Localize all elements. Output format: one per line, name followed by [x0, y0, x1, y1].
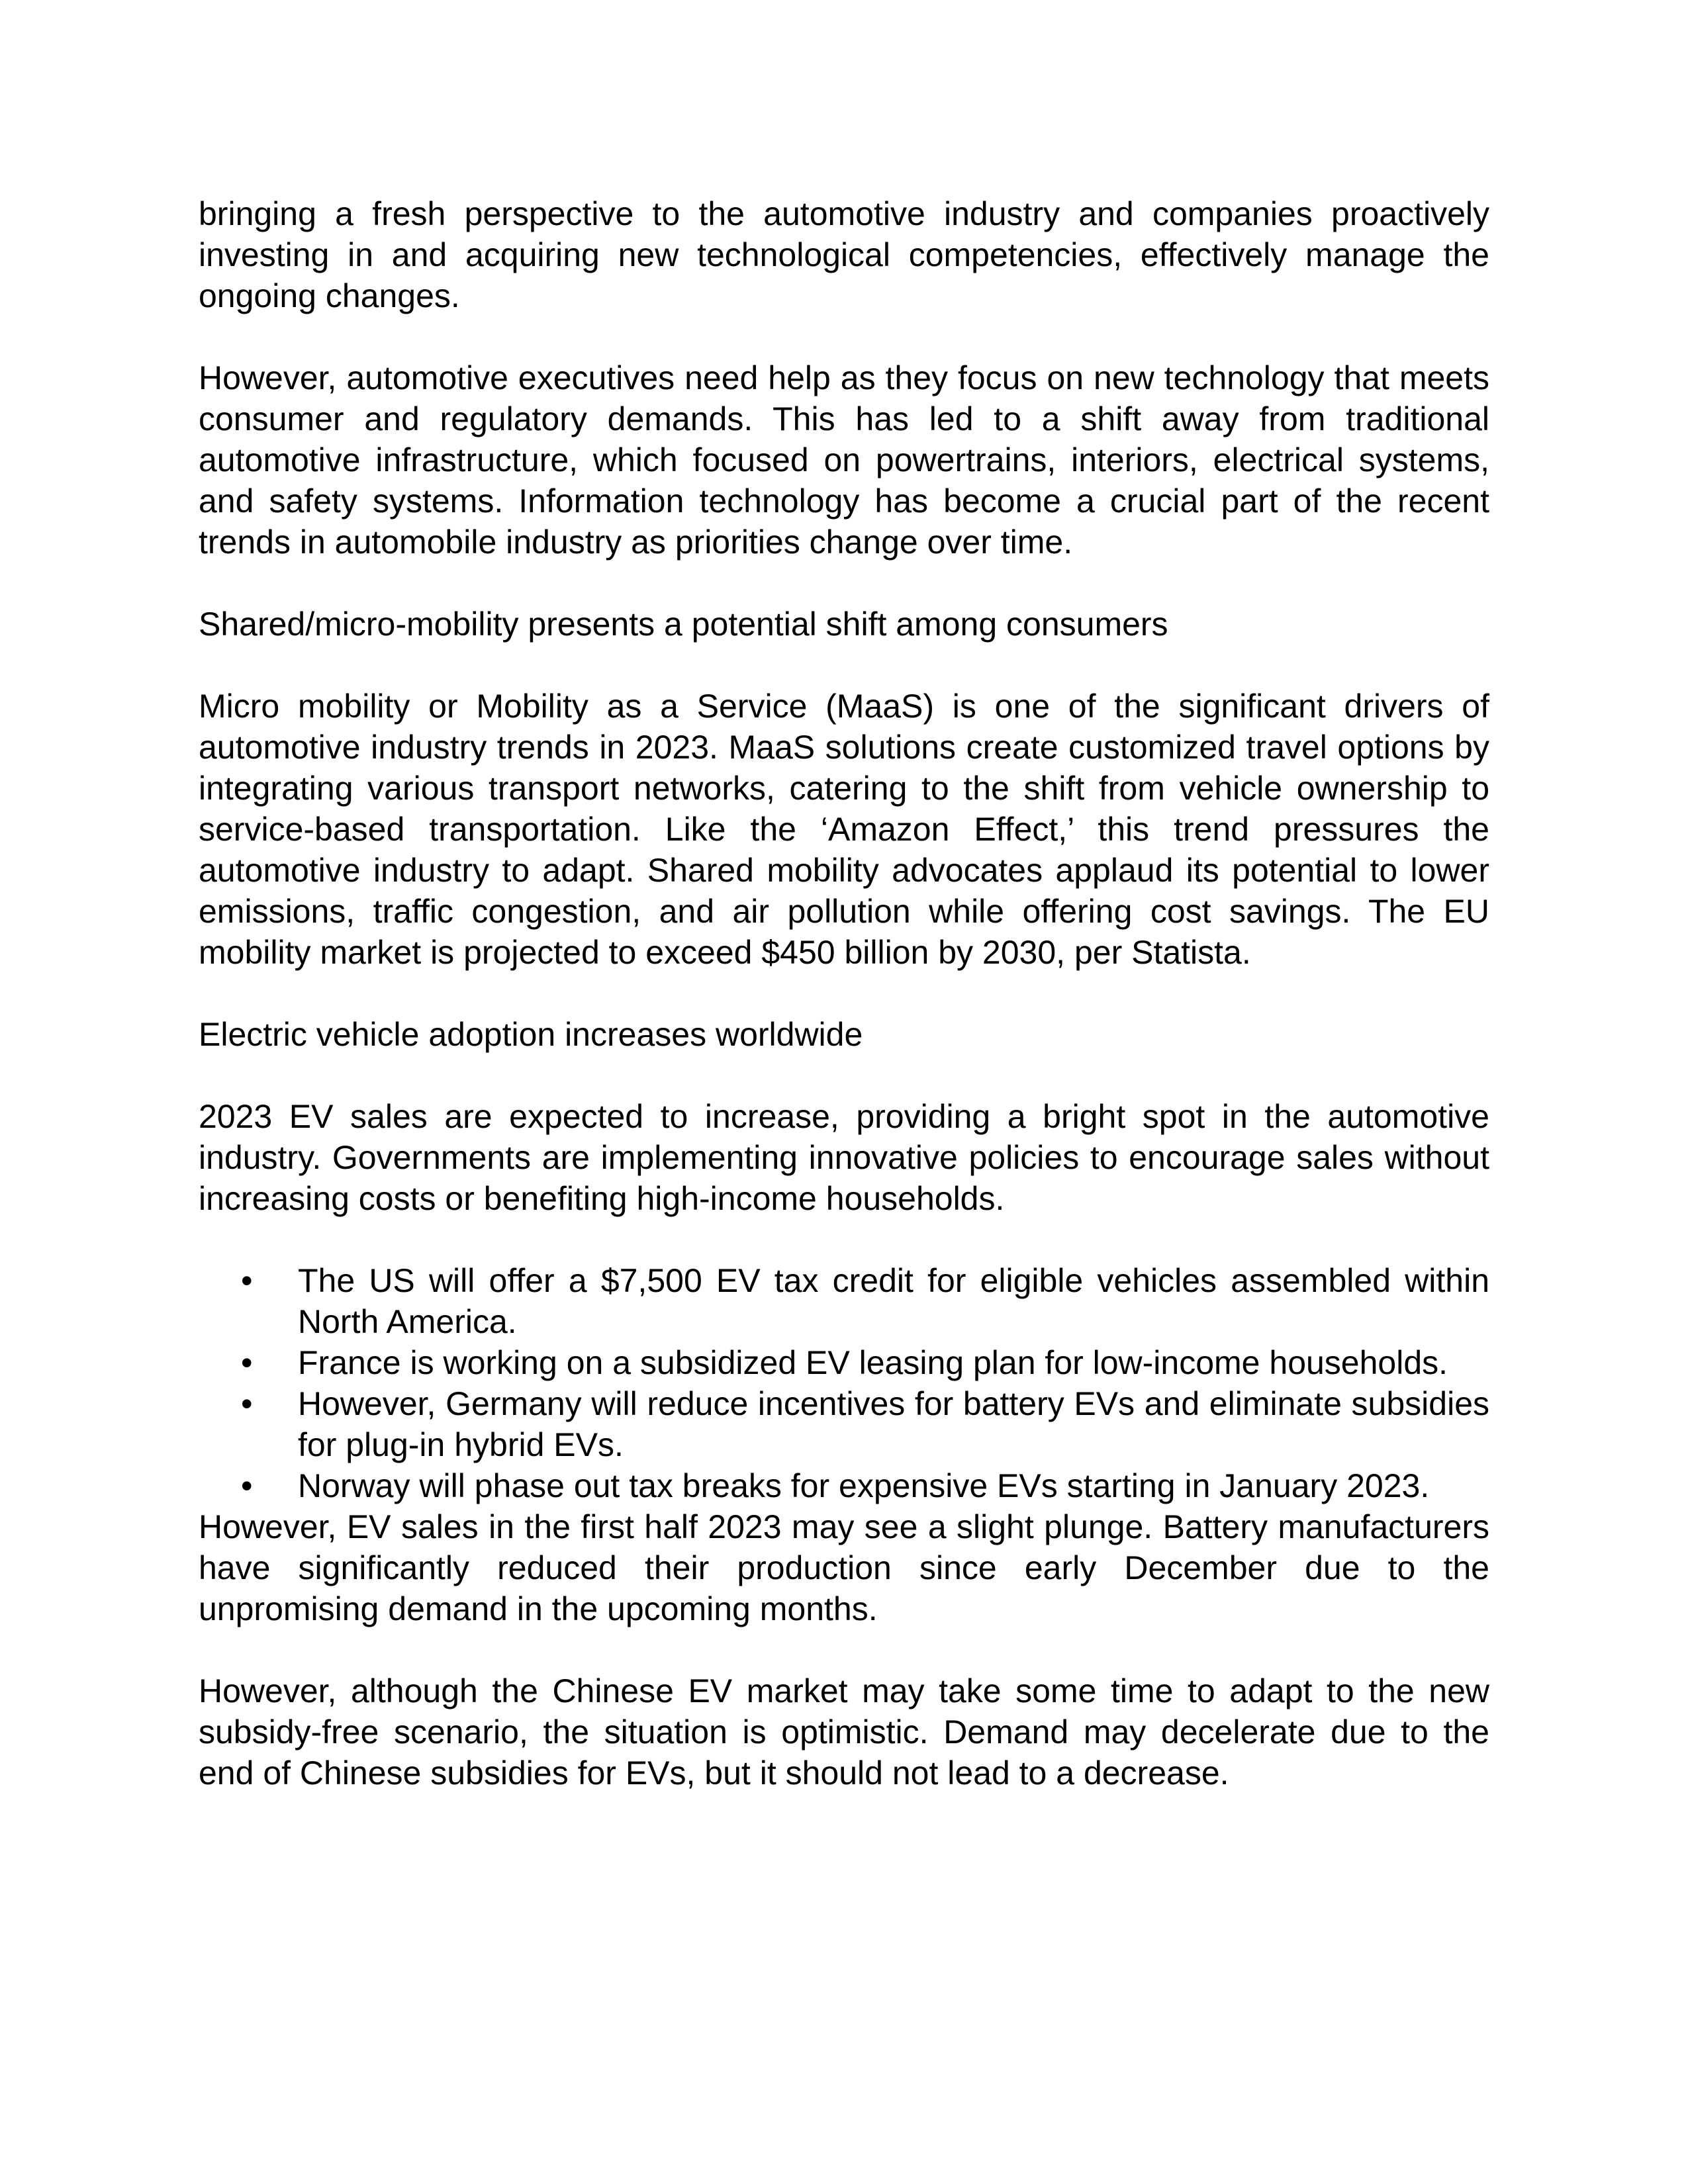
list-item-text: Norway will phase out tax breaks for expensive EVs starting in January 2023.	[298, 1467, 1430, 1504]
bullet-icon: •	[241, 1467, 253, 1504]
list-item-text: The US will offer a $7,500 EV tax credit for eligible vehicles assembled within North America.	[298, 1262, 1489, 1340]
paragraph-micro-mobility: Micro mobility or Mobility as a Service (MaaS) is one of the significant drivers of automotive industry trends in 2023. MaaS solutions create customized travel options by integrating various transport networks, catering to the shift from vehicle ownership to service-based transportation. Like the ‘Amazon Effect,’ this trend pressures the automotive industry to adapt. Shared mobility advocates applaud its potential to lower emissions, traffic congestion, and air pollution while offering cost savings. The EU mobility market is projected to exceed $450 billion by 2030, per Statista.	[199, 688, 1489, 971]
bullet-icon: •	[241, 1262, 253, 1299]
list-item	[199, 1383, 1489, 1465]
policy-list	[199, 1260, 1489, 1506]
paragraph-ev-sales: 2023 EV sales are expected to increase, providing a bright spot in the automotive industry. Governments are implementing innovative policies to encourage sales without increasing costs or benefiting high-income households.	[199, 1098, 1489, 1217]
document-page	[199, 193, 1489, 1794]
list-item	[199, 1342, 1489, 1383]
bullet-icon: •	[241, 1385, 253, 1422]
paragraph-chinese-ev-market: However, although the Chinese EV market may take some time to adapt to the new subsidy-free scenario, the situation is optimistic. Demand may decelerate due to the end of Chinese subsidies for EVs, but it should not lead to a decrease.	[199, 1672, 1489, 1792]
list-item-text: However, Germany will reduce incentives for battery EVs and eliminate subsidies for plug-in hybrid EVs.	[298, 1385, 1489, 1463]
paragraph-technology-shift: However, automotive executives need help as they focus on new technology that meets consumer and regulatory demands. This has led to a shift away from traditional automotive infrastructure, which focused on powertrains, interiors, electrical systems, and safety systems. Information technology has become a crucial part of the recent trends in automobile industry as priorities change over time.	[199, 359, 1489, 561]
paragraph-intro-continuation: bringing a fresh perspective to the automotive industry and companies proactively investing in and acquiring new technological competencies, effectively manage the ongoing changes.	[199, 195, 1489, 314]
list-item	[199, 1465, 1489, 1506]
section-heading-ev-adoption: Electric vehicle adoption increases worldwide	[199, 1016, 863, 1053]
section-heading-shared-mobility: Shared/micro-mobility presents a potential shift among consumers	[199, 606, 1168, 643]
list-item	[199, 1260, 1489, 1342]
list-item-text: France is working on a subsidized EV leasing plan for low-income households.	[298, 1344, 1448, 1381]
paragraph-ev-sales-plunge: However, EV sales in the first half 2023 may see a slight plunge. Battery manufacturers have significantly reduced their production since early December due to the unpromising demand in the upcoming months.	[199, 1508, 1489, 1627]
bullet-icon: •	[241, 1344, 253, 1381]
